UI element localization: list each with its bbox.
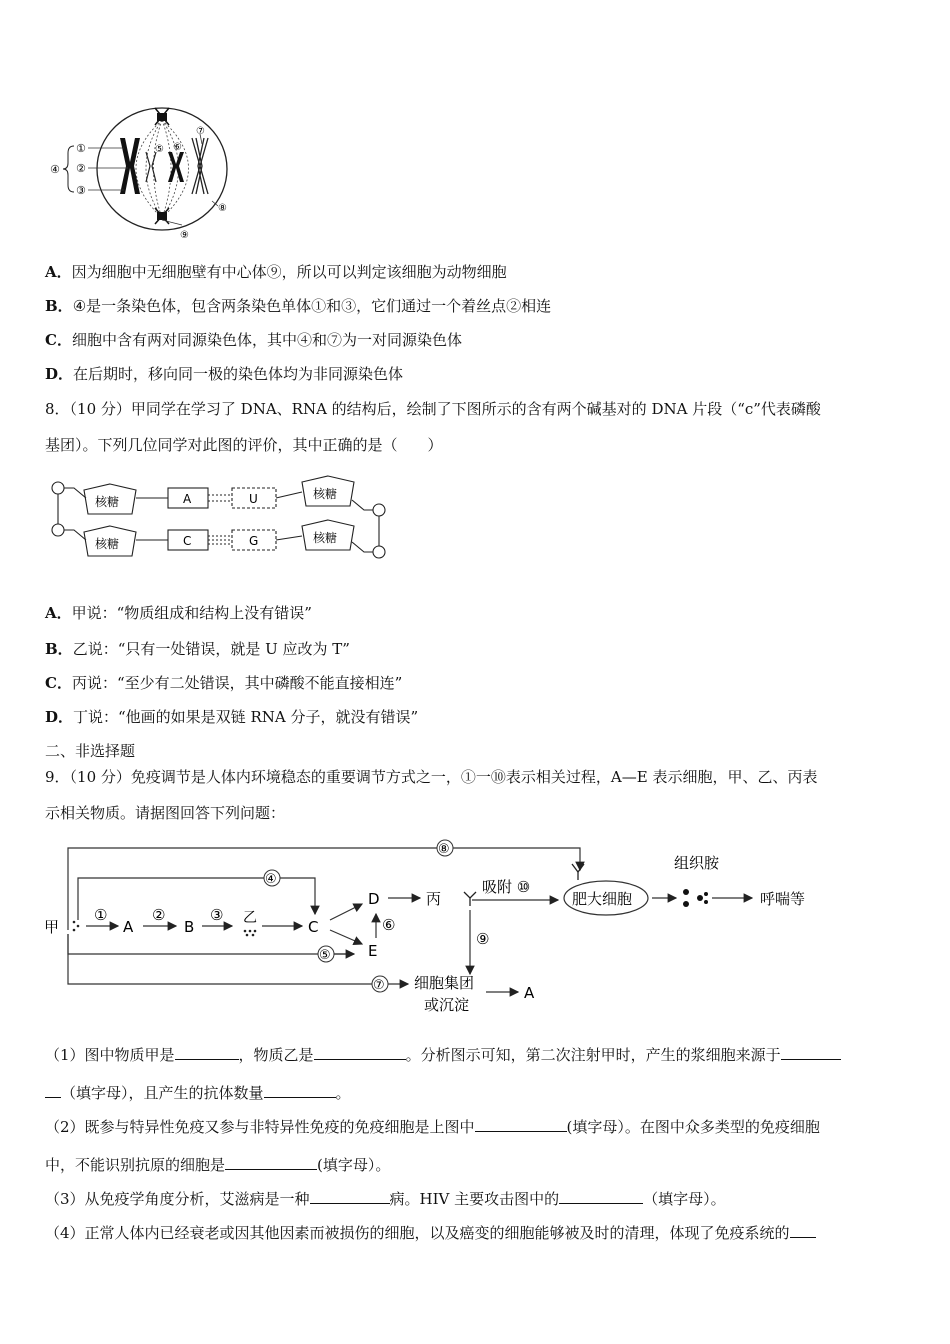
base-a-label: A bbox=[183, 492, 192, 506]
label-cell-d: D bbox=[368, 890, 380, 908]
q9-stem-line1: 9．（10 分）免疫调节是人体内环境稳态的重要调节方式之一，①一⑩表示相关过程，A—E 表示细胞，甲、乙、丙表 bbox=[45, 768, 818, 786]
label-cell-c: C bbox=[308, 918, 319, 936]
label-7: ⑦ bbox=[196, 126, 205, 137]
blank-both-immunity-cell[interactable] bbox=[475, 1117, 567, 1132]
phosphate-left-bottom bbox=[52, 524, 64, 536]
q9-part4: （4）正常人体内已经衰老或因其他因素而被损伤的细胞，以及癌变的细胞能够被及时的清理，体现了免疫系统的 bbox=[45, 1222, 816, 1243]
label-cell-e: E bbox=[368, 942, 378, 960]
label-8: ⑧ bbox=[218, 203, 227, 214]
phosphate-right-top bbox=[373, 504, 385, 516]
circ-1: ① bbox=[94, 906, 108, 924]
label-asthma: 呼喘等 bbox=[760, 890, 806, 908]
q7-option-c: C．细胞中含有两对同源染色体，其中④和⑦为一对同源染色体 bbox=[45, 331, 462, 349]
dna-fragment-figure bbox=[44, 470, 394, 570]
circ-2: ② bbox=[152, 906, 166, 924]
label-clump-1: 细胞集团 bbox=[414, 974, 475, 992]
sugar-label-4: 核糖 bbox=[313, 531, 338, 545]
immune-process-figure bbox=[40, 834, 840, 1020]
q9-part2-line2: 中，不能识别抗原的细胞是 (填字母）。 bbox=[45, 1156, 391, 1174]
blank-substance-jia[interactable] bbox=[175, 1045, 239, 1060]
blank-non-recognizing-cell[interactable] bbox=[225, 1155, 317, 1170]
label-mast-cell: 肥大细胞 bbox=[572, 890, 633, 908]
q7-option-a: A．因为细胞中无细胞壁有中心体⑨，所以可以判定该细胞为动物细胞 bbox=[45, 263, 507, 281]
phosphate-right-bottom bbox=[373, 546, 385, 558]
chromosome-small-white bbox=[146, 152, 156, 182]
blank-plasma-source[interactable] bbox=[781, 1045, 841, 1060]
q9-part1-line2: （填字母），且产生的抗体数量 。 bbox=[45, 1082, 351, 1103]
circ-6: ⑥ bbox=[382, 916, 396, 934]
label-cell-a-end: A bbox=[524, 984, 535, 1002]
label-9: ⑨ bbox=[180, 230, 189, 241]
label-4: ④ bbox=[50, 163, 60, 176]
q8-option-c: C．丙说：“至少有二处错误，其中磷酸不能直接相连” bbox=[45, 674, 403, 692]
centrosome-top bbox=[155, 108, 169, 125]
circ-3: ③ bbox=[210, 906, 224, 924]
q9-part1-line1: （1）图中物质甲是 ，物质乙是 。分析图示可知，第二次注射甲时，产生的浆细胞来源于 bbox=[45, 1044, 841, 1065]
brace bbox=[63, 146, 74, 192]
q7-option-d: D．在后期时，移向同一极的染色体均为非同源染色体 bbox=[45, 365, 404, 383]
blank-substance-yi[interactable] bbox=[314, 1045, 406, 1060]
label-5: ⑤ bbox=[155, 144, 164, 155]
q8-stem-line1: 8．（10 分）甲同学在学习了 DNA、RNA 的结构后，绘制了下图所示的含有两个碱基对的 DNA 片段（“c”代表磷酸 bbox=[45, 400, 821, 418]
histamine-dots bbox=[683, 889, 708, 907]
sugar-label-2: 核糖 bbox=[95, 537, 120, 551]
label-2: ② bbox=[76, 162, 86, 175]
base-c-label: C bbox=[183, 534, 192, 548]
label-histamine: 组织胺 bbox=[674, 854, 720, 872]
antibody-on-mast-icon bbox=[572, 864, 584, 880]
phosphate-left-top bbox=[52, 482, 64, 494]
section-heading: 二、非选择题 bbox=[45, 742, 136, 760]
q8-option-b: B．乙说：“只有一处错误，就是 U 应改为 T” bbox=[45, 640, 350, 658]
circ-7: ⑦ bbox=[373, 978, 385, 993]
blank-disease-type[interactable] bbox=[310, 1189, 390, 1204]
label-cell-b: B bbox=[184, 918, 195, 936]
blank-hiv-target[interactable] bbox=[559, 1189, 643, 1204]
base-g-label: G bbox=[249, 534, 259, 548]
label-jia: 甲 bbox=[44, 918, 60, 936]
chromosome-large-black bbox=[120, 138, 140, 194]
q9-part2-line1: （2）既参与特异性免疫又参与非特异性免疫的免疫细胞是上图中 (填字母）。在图中众多类型的免疫细胞 bbox=[45, 1118, 820, 1136]
label-bing: 丙 bbox=[426, 890, 442, 908]
base-u-label: U bbox=[249, 492, 258, 506]
blank-antibody-amount[interactable] bbox=[264, 1083, 336, 1098]
q7-option-b: B．④是一条染色体，包含两条染色单体①和③，它们通过一个着丝点②相连 bbox=[45, 297, 552, 315]
label-6: ⑥ bbox=[173, 142, 182, 153]
circ-5: ⑤ bbox=[319, 948, 331, 963]
q9-part3: （3）从免疫学角度分析，艾滋病是一种 病。HIV 主要攻击图中的 （填字母）。 bbox=[45, 1190, 726, 1208]
label-clump-2: 或沉淀 bbox=[424, 996, 470, 1014]
chromosome-small-black bbox=[168, 152, 184, 182]
label-1: ① bbox=[76, 142, 86, 155]
circ-4: ④ bbox=[265, 872, 277, 887]
q8-stem-line2: 基团）。下列几位同学对此图的评价，其中正确的是（ ） bbox=[45, 436, 443, 454]
sugar-label-3: 核糖 bbox=[313, 487, 338, 501]
sugar-label-1: 核糖 bbox=[95, 495, 120, 509]
circ-9: ⑨ bbox=[476, 930, 490, 948]
q8-option-a: A．甲说：“物质组成和结构上没有错误” bbox=[45, 604, 312, 622]
circ-8: ⑧ bbox=[438, 842, 450, 857]
lymphokine-dots bbox=[244, 930, 257, 937]
q8-option-d: D．丁说：“他画的如果是双链 RNA 分子，就没有错误” bbox=[45, 708, 419, 726]
label-3: ③ bbox=[76, 184, 86, 197]
chromosome-large-white bbox=[192, 138, 208, 194]
antigen-dots bbox=[73, 921, 80, 932]
cell-membrane bbox=[97, 108, 227, 230]
antibody-icon bbox=[464, 892, 476, 906]
cell-division-figure bbox=[40, 98, 245, 246]
label-cell-a: A bbox=[123, 918, 134, 936]
blank-plasma-source-cont[interactable] bbox=[45, 1083, 61, 1098]
blank-immune-function[interactable] bbox=[790, 1223, 816, 1238]
q9-stem-line2: 示相关物质。请据图回答下列问题： bbox=[45, 804, 286, 822]
label-adsorb: 吸附 ⑩ bbox=[482, 878, 531, 896]
label-yi: 乙 bbox=[243, 910, 257, 926]
